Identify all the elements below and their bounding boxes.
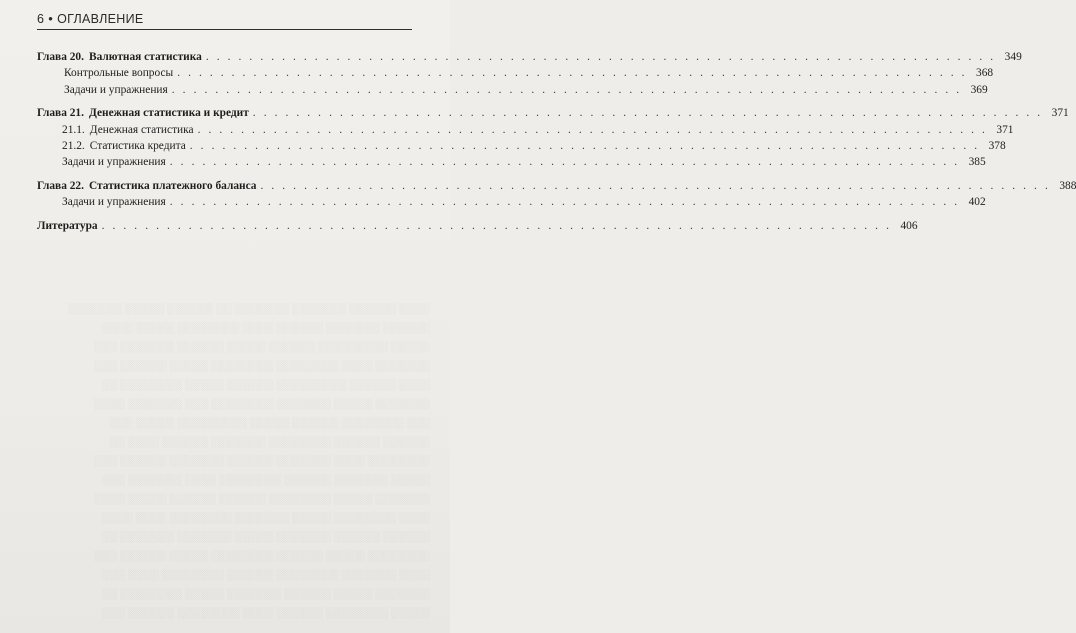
dot-leader: . . . . . . . . . . . . . . . . . . . . . . . . . . . . . . . . . . . . . . . . . . . . . . . . . . . . . . . . . . . . . . . . . . . . . . . . .: [177, 67, 968, 80]
toc-section[interactable]: [37, 138, 1006, 154]
toc-literature[interactable]: [37, 218, 918, 234]
toc-item[interactable]: [37, 154, 986, 170]
bullet-separator: •: [48, 11, 54, 26]
toc-chapter-20[interactable]: [37, 49, 1022, 65]
section-number: 21.2.: [62, 139, 85, 152]
chapter-title: Денежная статистика и кредит: [88, 107, 249, 120]
chapter-title: Валютная статистика: [88, 51, 202, 63]
toc-chapter-22[interactable]: [37, 178, 1076, 194]
literature-title: Литература: [37, 219, 98, 232]
toc-section[interactable]: [37, 122, 1014, 138]
toc-chapter-21[interactable]: [37, 105, 1069, 121]
dot-leader: . . . . . . . . . . . . . . . . . . . . . . . . . . . . . . . . . . . . . . . . . . . . . . . . . . . . . . . . . . . . . . . . . . . . . . . . .: [197, 123, 988, 136]
page-reference: 402: [968, 196, 986, 209]
dot-leader: . . . . . . . . . . . . . . . . . . . . . . . . . . . . . . . . . . . . . . . . . . . . . . . . . . . . . . . . . . . . . . . . . . . . . . . . .: [169, 196, 960, 209]
page-reference: 371: [996, 123, 1014, 136]
dot-leader: . . . . . . . . . . . . . . . . . . . . . . . . . . . . . . . . . . . . . . . . . . . . . . . . . . . . . . . . . . . . . . . . . . . . . . . . .: [260, 179, 1051, 192]
running-head: [37, 11, 412, 30]
item-title: Задачи и упражнения: [62, 156, 166, 169]
chapter-number: Глава 21.: [37, 107, 84, 120]
dot-leader: . . . . . . . . . . . . . . . . . . . . . . . . . . . . . . . . . . . . . . . . . . . . . . . . . . . . . . . . . . . . . . . . . . . . . . . . .: [189, 139, 980, 152]
page-reference: 371: [1051, 107, 1069, 120]
page-reference: 378: [988, 139, 1006, 152]
toc-item[interactable]: [37, 194, 986, 210]
dot-leader: . . . . . . . . . . . . . . . . . . . . . . . . . . . . . . . . . . . . . . . . . . . . . . . . . . . . . . . . . . . . . . . . . . . . . . . . .: [101, 219, 892, 232]
page-reference: 406: [900, 219, 918, 232]
toc-item[interactable]: [37, 65, 994, 81]
toc-item[interactable]: [37, 82, 988, 98]
spacer: [37, 171, 429, 178]
page-reference: 388: [1059, 179, 1076, 192]
running-head-title: ОГЛАВЛЕНИЕ: [57, 11, 144, 26]
chapter-title: Статистика платежного баланса: [88, 179, 257, 192]
section-title: Денежная статистика: [89, 123, 194, 136]
dot-leader: . . . . . . . . . . . . . . . . . . . . . . . . . . . . . . . . . . . . . . . . . . . . . . . . . . . . . . . . . . . . . . . . . . . . . . . . .: [252, 107, 1043, 120]
item-title: Контрольные вопросы: [64, 67, 174, 80]
dot-leader: . . . . . . . . . . . . . . . . . . . . . . . . . . . . . . . . . . . . . . . . . . . . . . . . . . . . . . . . . . . . . . . . . . . . . . . . .: [205, 51, 996, 63]
dot-leader: . . . . . . . . . . . . . . . . . . . . . . . . . . . . . . . . . . . . . . . . . . . . . . . . . . . . . . . . . . . . . . . . . . . . . . . . .: [171, 83, 962, 96]
page-number: 6: [37, 11, 45, 26]
chapter-number: Глава 22.: [37, 179, 84, 192]
dot-leader: . . . . . . . . . . . . . . . . . . . . . . . . . . . . . . . . . . . . . . . . . . . . . . . . . . . . . . . . . . . . . . . . . . . . . . . . .: [169, 156, 960, 169]
section-number: 21.1.: [62, 123, 85, 136]
page-reference: 368: [976, 67, 994, 80]
section-title: Статистика кредита: [89, 139, 186, 152]
item-title: Задачи и упражнения: [62, 196, 166, 209]
show-through-text: ░░░░ ░░░░░░ ░░░░░░░ ░░░░░░░ ░░ ░░░░░░ ░░░░░ ░░░░░░░ ░░░░░░ ░░░░░░░ ░░░░░░ ░░░░ ░░░░░░░░ ░░░░░ ░░░░ ░░░░░ ░░░░░░░░░ ░░░░░░ ░░░░░ ░░░░░░ ░░░░░░░ ░░░ ░░░░░░░ ░░░░ ░░░░░░░░ ░░░░░░░░ ░░░░░ ░░░░░░ ░░░ ░░░░ ░░░░░░ ░░░░░░░░░ ░░░░░░ ░░░░░ ░░░░░░░░ ░░ ░░░░░░░ ░░░░░ ░░░░░░░ ░░░░░░░░ ░░░ ░░░░░░░ ░░░░ ░░░ ░░░░░░░░ ░░░░░░ ░░░░░ ░░░░░░░░░ ░░░░░ ░░░ ░░░░░░ ░░░░░░ ░░░░░░░░ ░░░░░░░ ░░░░░░ ░░░░ ░░ ░░░░░░░░ ░░░░ ░░░░░░░ ░░░░░░ ░░░░░░░ ░░░░░░ ░░░ ░░░░░ ░░░░░░░ ░░░░░░ ░░░░░░░░ ░░░░ ░░░░░░░ ░░░ ░░░░░░░ ░░░░░ ░░░░░░░░ ░░░░░░ ░░░░░░ ░░░░░ ░░░░ ░░░░ ░░░░░░░░ ░░░░░ ░░░░░░░ ░░░░░░░░ ░░░░ ░░░░ ░░░░░░ ░░░░░░ ░░░░░░░ ░░░░░ ░░░░░░░ ░░░░░░░ ░░ ░░░░░░░░ ░░░░░ ░░░░░░ ░░░░░░░░ ░░░░░ ░░░░░░ ░░░ ░░░░ ░░░░░░░ ░░░░░░░░ ░░░░░░ ░░░░░░░░ ░░░░ ░░░ ░░░░░░░ ░░░░░ ░░░░░░ ░░░░░░░ ░░░░░ ░░░░░░░░ ░░ ░░░░░ ░░░░░░░░ ░░░░░░ ░░░░ ░░░░░░░░ ░░░░░░ ░░░: [67, 303, 430, 619]
spacer: [37, 98, 429, 105]
table-of-contents: [37, 49, 1076, 234]
item-title: Задачи и упражнения: [64, 83, 168, 96]
page-reference: 385: [968, 156, 986, 169]
spacer: [37, 211, 429, 218]
page-reference: 349: [1004, 51, 1022, 63]
chapter-number: Глава 20.: [37, 51, 84, 63]
page-reference: 369: [970, 83, 988, 96]
